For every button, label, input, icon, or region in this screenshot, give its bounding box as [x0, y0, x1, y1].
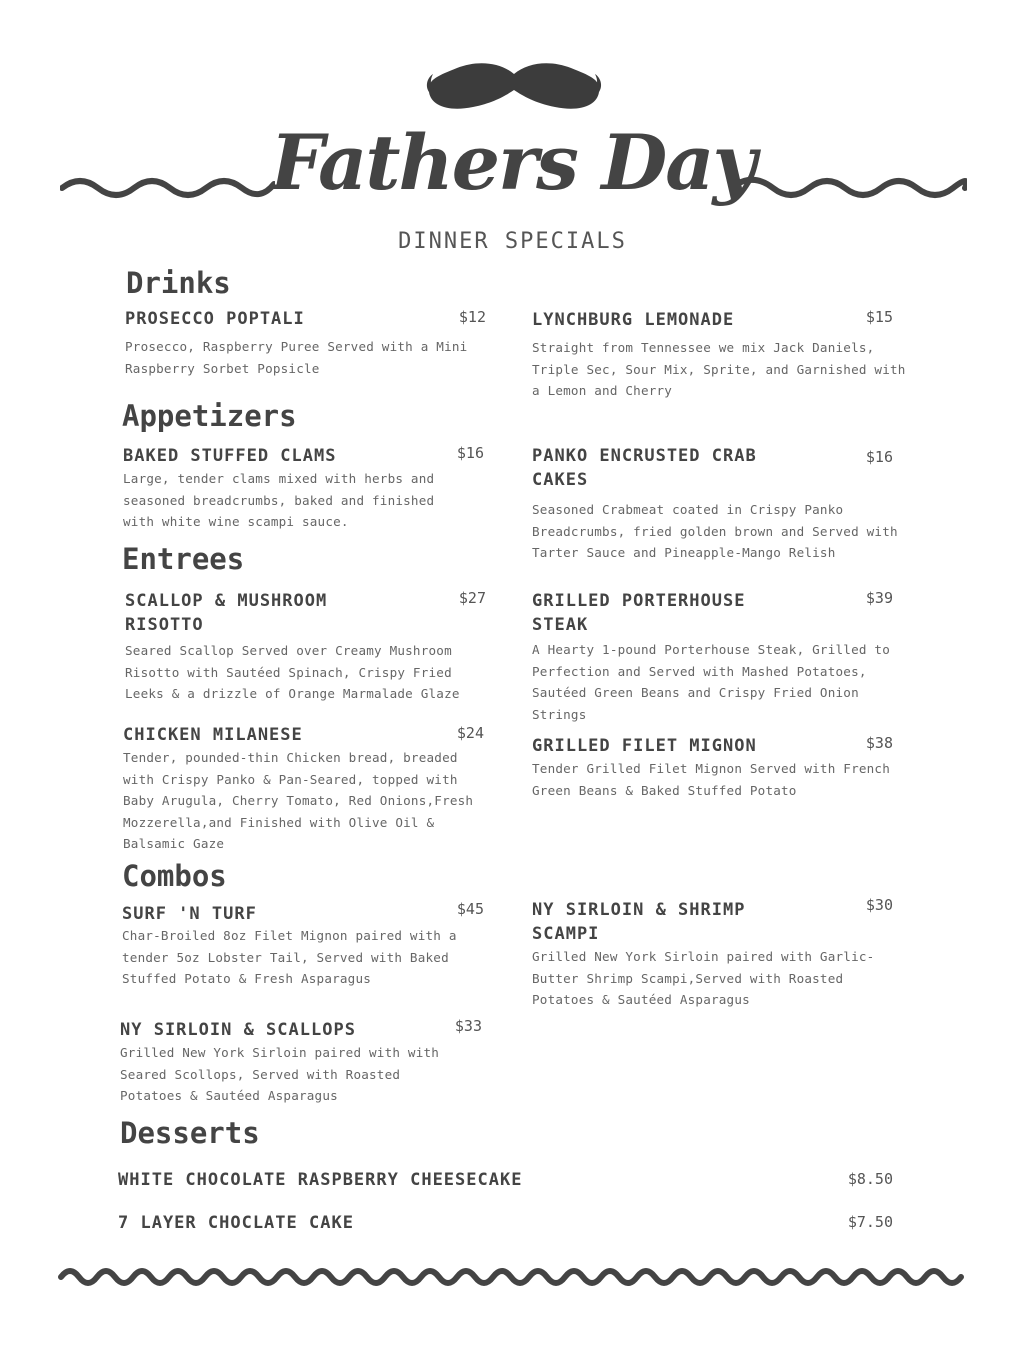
section-desserts: Desserts	[120, 1116, 260, 1150]
dessert-price: $7.50	[847, 1213, 893, 1231]
item-name: CHICKEN MILANESE	[123, 725, 303, 745]
item-description: Large, tender clams mixed with herbs and seasoned breadcrumbs, baked and finished with white wine scampi sauce.	[123, 471, 435, 529]
item-description: Grilled New York Sirloin paired with Garlic-Butter Shrimp Scampi,Served with Roasted Potatoes & Sautéed Asparagus	[532, 949, 875, 1007]
item-description: Grilled New York Sirloin paired with with Seared Scollops, Served with Roasted Potatoes & Sautéed Asparagus	[120, 1045, 440, 1103]
section-drinks: Drinks	[126, 266, 231, 300]
item-price: $15	[865, 308, 893, 326]
item-name: BAKED STUFFED CLAMS	[123, 446, 337, 466]
bottom-wave-ornament	[58, 1262, 968, 1292]
item-price: $16	[456, 444, 484, 462]
item-price: $38	[865, 734, 893, 752]
item-price: $27	[458, 589, 486, 607]
section-appetizers: Appetizers	[122, 399, 297, 433]
dessert-price: $8.50	[847, 1170, 893, 1188]
mustache-icon	[425, 62, 603, 112]
item-price: $24	[456, 724, 484, 742]
section-combos: Combos	[122, 859, 227, 893]
item-description: Straight from Tennessee we mix Jack Daniels, Triple Sec, Sour Mix, Sprite, and Garnished with a Lemon and Cherry	[532, 340, 906, 398]
item-price: $33	[454, 1017, 482, 1035]
menu-title: Fathers Day	[270, 118, 755, 207]
item-name: SCALLOP & MUSHROOM RISOTTO	[125, 591, 328, 635]
item-name: NY SIRLOIN & SCALLOPS	[120, 1020, 356, 1040]
item-price: $16	[865, 448, 893, 466]
dessert-name: WHITE CHOCOLATE RASPBERRY CHEESECAKE	[118, 1170, 523, 1190]
item-name: PANKO ENCRUSTED CRAB CAKES	[532, 446, 757, 490]
item-name: SURF 'N TURF	[122, 904, 257, 924]
item-description: A Hearty 1-pound Porterhouse Steak, Grilled to Perfection and Served with Mashed Potatoes, Sautéed Green Beans and Crispy Fried Onion Strings	[532, 642, 890, 722]
item-name: NY SIRLOIN & SHRIMP SCAMPI	[532, 900, 746, 944]
item-price: $30	[865, 896, 893, 914]
item-price: $12	[458, 308, 486, 326]
menu-subtitle: DINNER SPECIALS	[398, 229, 627, 254]
item-description: Tender, pounded-thin Chicken bread, breaded with Crispy Panko & Pan-Seared, topped with Baby Arugula, Cherry Tomato, Red Onions,Fresh Mozzerella,and Finished with Olive Oil & Balsamic Gaze	[123, 750, 474, 851]
section-entrees: Entrees	[122, 542, 245, 576]
dessert-name: 7 LAYER CHOCLATE CAKE	[118, 1213, 354, 1233]
item-description: Seasoned Crabmeat coated in Crispy Panko Breadcrumbs, fried golden brown and Served with Tarter Sauce and Pineapple-Mango Relish	[532, 502, 898, 560]
item-name: PROSECCO POPTALI	[125, 309, 305, 329]
item-description: Tender Grilled Filet Mignon Served with French Green Beans & Baked Stuffed Potato	[532, 761, 890, 798]
item-name: GRILLED FILET MIGNON	[532, 736, 757, 756]
item-price: $45	[456, 900, 484, 918]
item-name: LYNCHBURG LEMONADE	[532, 310, 735, 330]
item-description: Prosecco, Raspberry Puree Served with a Mini Raspberry Sorbet Popsicle	[125, 339, 468, 376]
item-price: $39	[865, 589, 893, 607]
item-description: Char-Broiled 8oz Filet Mignon paired with a tender 5oz Lobster Tail, Served with Baked Stuffed Potato & Fresh Asparagus	[122, 928, 457, 986]
item-name: GRILLED PORTERHOUSE STEAK	[532, 591, 746, 635]
item-description: Seared Scallop Served over Creamy Mushroom Risotto with Sautéed Spinach, Crispy Fried Leeks & a drizzle of Orange Marmalade Glaze	[125, 643, 460, 701]
